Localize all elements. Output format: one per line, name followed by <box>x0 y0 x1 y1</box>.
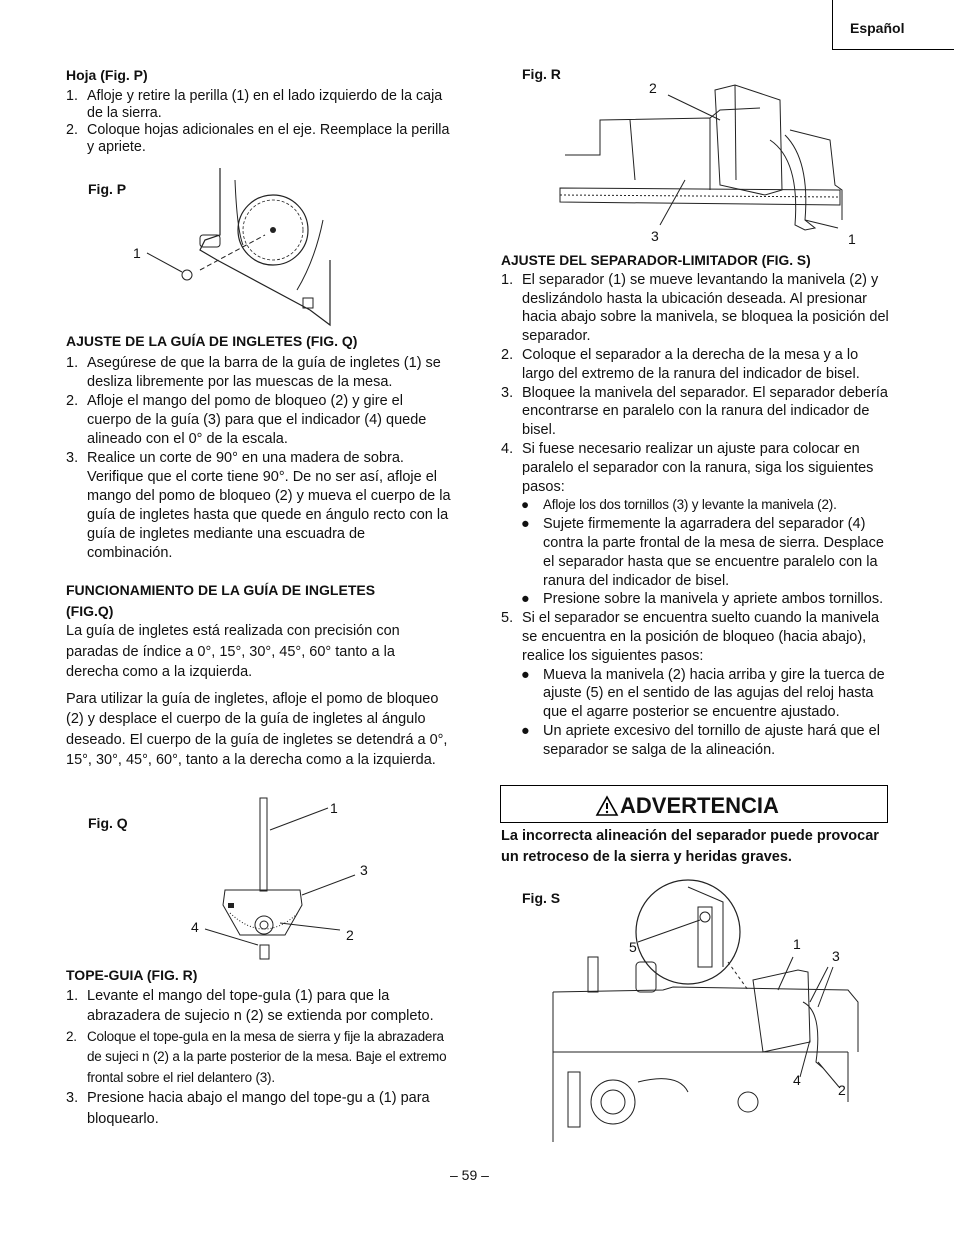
list-item: ● Sujete firmemente la agarradera del separador (4) contra la parte frontal de la mesa de sierra. Desplace el separador hasta que se encuentre paralelo con la ranura del indicador de bisel. <box>521 516 884 589</box>
funcionamiento-paragraph-2: Para utilizar la guía de ingletes, afloje el pomo de bloqueo (2) y desplace el cuerpo de la guía de ingletes al ángulo deseado. El cuerpo de la guía de ingletes se detendrá a 0°, 15°, 30°, 45°, 60°, tanto a la derecha como a la izquierda. <box>66 690 448 768</box>
separador-bullets-4 <box>501 496 893 609</box>
fig-q-callout-4: 4 <box>191 919 199 935</box>
funcionamiento-section <box>66 580 451 771</box>
guia-section <box>66 332 451 563</box>
fig-r-illustration <box>560 80 850 240</box>
list-item: 2. Coloque el separador a la derecha de la mesa y a lo largo del extremo de la ranura del indicador de bisel. <box>501 346 860 382</box>
fig-q-illustration <box>190 795 370 965</box>
fig-s-callout-1: 1 <box>793 936 801 952</box>
list-item: 5. Si el separador se encuentra suelto cuando la manivela se encuentra en la posición de bloqueo (hacia abajo), realice los siguientes pasos: <box>501 610 880 664</box>
fig-q-callout-1: 1 <box>330 800 338 816</box>
fig-q-callout-3: 3 <box>360 862 368 878</box>
list-item: 1. Afloje y retire la perilla (1) en el lado izquierdo de la caja de la sierra. <box>66 88 443 121</box>
list-item: 3. Bloquee la manivela del separador. El separador debería encontrarse en paralelo con la ranura del indicador de bisel. <box>501 384 888 439</box>
separador-bullets-5 <box>501 666 893 760</box>
separador-section <box>501 252 893 760</box>
warning-box <box>500 785 888 823</box>
fig-p-callout-1: 1 <box>133 245 141 261</box>
fig-s-callout-2: 2 <box>838 1082 846 1098</box>
hoja-steps <box>66 88 451 156</box>
fig-p-illustration <box>125 160 340 335</box>
fig-s-illustration <box>548 872 863 1152</box>
fig-r-callout-2: 2 <box>649 80 657 96</box>
warning-title: ADVERTENCIA <box>620 793 779 818</box>
warning-triangle-icon <box>596 796 618 816</box>
fig-p-label: Fig. P <box>88 181 127 197</box>
list-item: 2. Coloque hojas adicionales en el eje. Reemplace la perilla y apriete. <box>66 122 450 155</box>
list-item: 1. Levante el mango del tope-guIa (1) para que la abrazadera de sujecio n (2) se extienda por completo. <box>66 987 434 1024</box>
funcionamiento-heading: FUNCIONAMIENTO DE LA GUÍA DE INGLETES (FIG.Q) <box>66 582 376 619</box>
guia-steps <box>66 354 451 563</box>
fig-q-label: Fig. Q <box>88 815 128 831</box>
list-item: ● Mueva la manivela (2) hacia arriba y gire la tuerca de ajuste (5) en el sentido de las agujas del reloj hasta que el agarre posterior se encuentre ajustado. <box>521 666 885 721</box>
tope-section <box>66 965 458 1129</box>
tope-steps <box>66 986 458 1130</box>
list-item: 3. Presione hacia abajo el mango del tope-gu a (1) para bloquearlo. <box>66 1090 430 1127</box>
fig-s-callout-3: 3 <box>832 948 840 964</box>
list-item: ● Presione sobre la manivela y apriete ambos tornillos. <box>521 591 884 608</box>
fig-s-callout-5: 5 <box>629 939 637 955</box>
list-item: 2. Afloje el mango del pomo de bloqueo (2) y gire el cuerpo de la guía (3) para que el indicador (4) quede alineado con el 0° de la escala. <box>66 393 427 447</box>
list-item: ● Un apriete excesivo del tornillo de ajuste hará que el separador se salga de la alineación. <box>521 722 880 758</box>
list-item: 3. Realice un corte de 90° en una madera de sobra. Verifique que el corte tiene 90°. De no ser así, afloje el mango del pomo de bloqueo (2) y mueva el cuerpo de la guía de ingletes hasta que quede en ángulo recto con la guía de ingletes mediante una escuadra de combinación. <box>66 450 451 561</box>
list-item: ● Afloje los dos tornillos (3) y levante la manivela (2). <box>521 497 837 513</box>
separador-step-5 <box>501 609 893 665</box>
funcionamiento-paragraph-1: La guía de ingletes está realizada con precisión con paradas de índice a 0°, 15°, 30°, 45°, 60° tanto a la derecha como a la izquierda. <box>66 623 400 680</box>
fig-q-callout-2: 2 <box>346 927 354 943</box>
hoja-section <box>66 66 451 156</box>
language-label: Español <box>850 20 905 36</box>
list-item: 2. Coloque el tope-guIa en la mesa de sierra y fije la abrazadera de sujeci n (2) a la parte posterior de la mesa. Baje el extremo frontal sobre el riel delantero (3). <box>66 1028 447 1085</box>
separador-heading: AJUSTE DEL SEPARADOR-LIMITADOR (FIG. S) <box>501 253 811 268</box>
guia-heading: AJUSTE DE LA GUÍA DE INGLETES (FIG. Q) <box>66 333 358 349</box>
list-item: 1. Asegúrese de que la barra de la guía de ingletes (1) se desliza libremente por las muescas de la mesa. <box>66 355 441 390</box>
list-item: 1. El separador (1) se mueve levantando la manivela (2) y deslizándolo hasta la ubicación deseada. Al presionar hacia abajo sobre la manivela, se bloquea la posición del separador. <box>501 271 889 345</box>
separador-steps <box>501 271 893 497</box>
fig-r-label: Fig. R <box>522 66 561 82</box>
fig-s-label: Fig. S <box>522 890 561 906</box>
language-tab <box>832 0 954 50</box>
page-number: – 59 – <box>450 1167 489 1183</box>
hoja-heading: Hoja (Fig. P) <box>66 67 148 83</box>
fig-s-callout-4: 4 <box>793 1072 801 1088</box>
fig-r-callout-3: 3 <box>651 228 659 244</box>
fig-r-callout-1: 1 <box>848 231 856 247</box>
warning-text: La incorrecta alineación del separador puede provocar un retroceso de la sierra y heridas graves. <box>501 828 879 865</box>
list-item: 4. Si fuese necesario realizar un ajuste para colocar en paralelo el separador con la ranura, siga los siguientes pasos: <box>501 440 874 495</box>
tope-heading: TOPE-GUIA (FIG. R) <box>66 967 198 983</box>
